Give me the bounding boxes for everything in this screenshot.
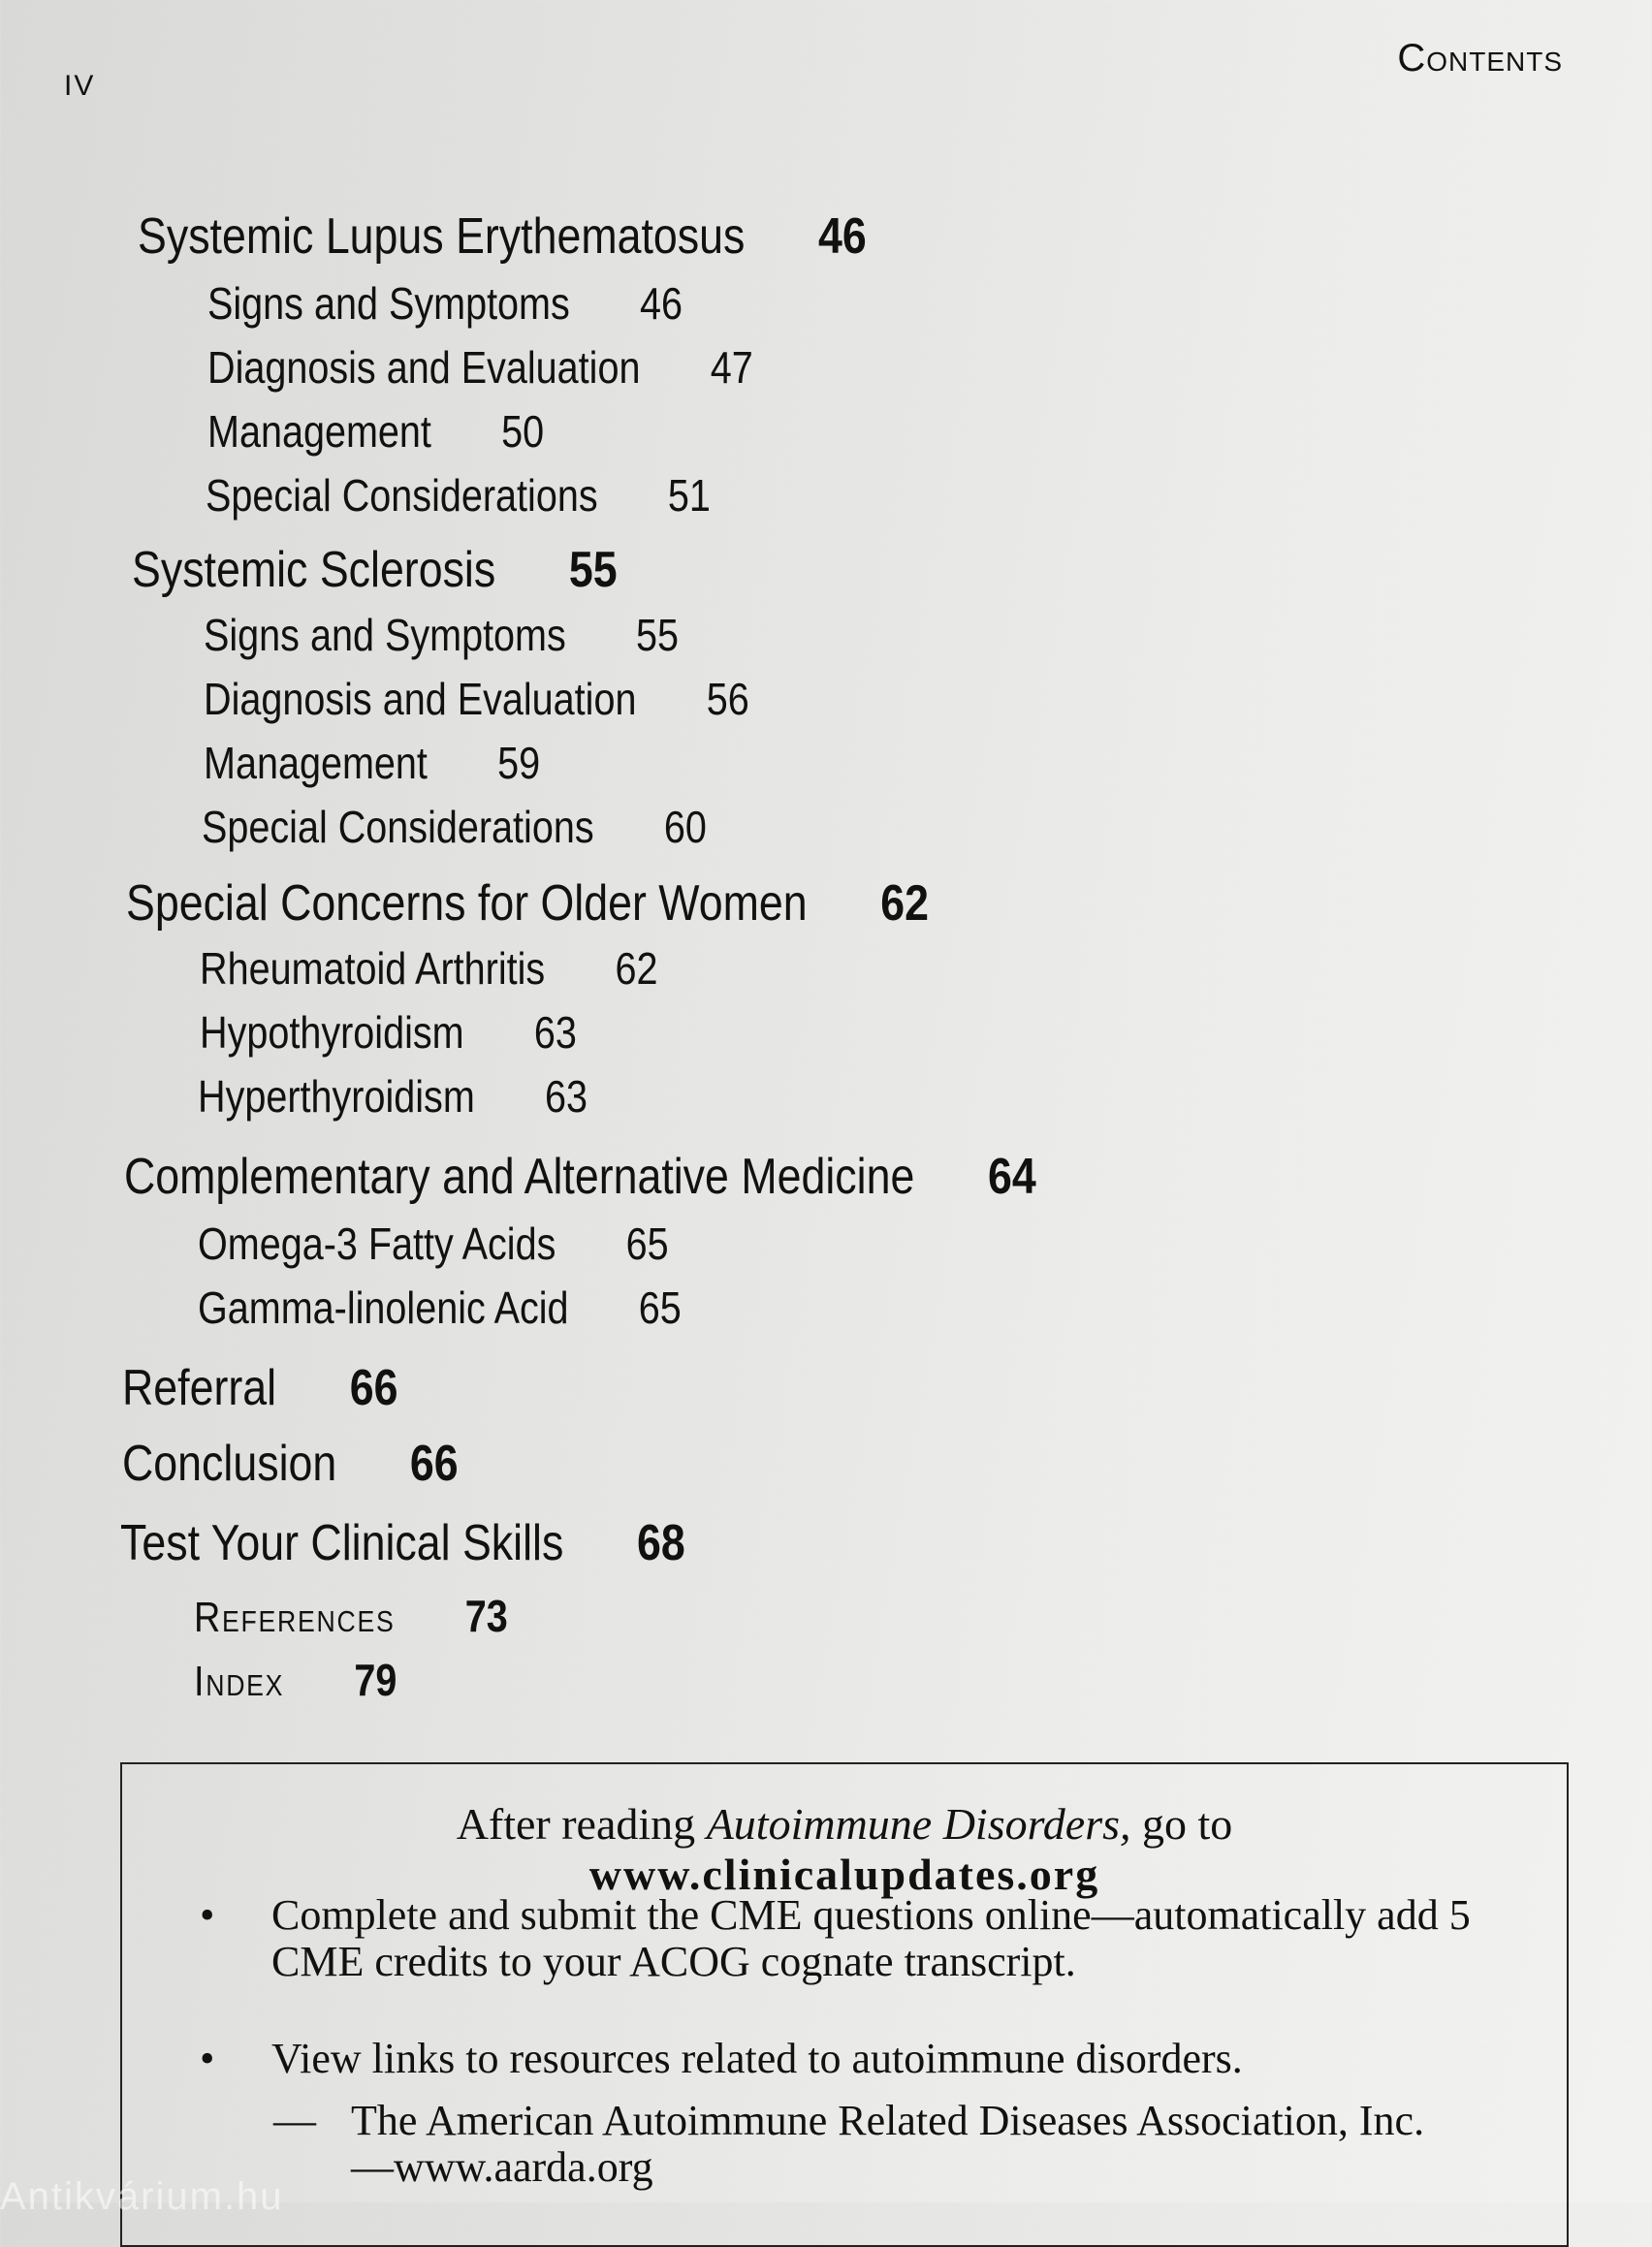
cme-intro-prefix: After reading — [456, 1799, 696, 1849]
toc-entry-title: Index — [194, 1658, 285, 1705]
toc-entry — [207, 277, 683, 330]
toc-entry-page: 66 — [409, 1436, 459, 1492]
toc-entry-title: Gamma-linolenic Acid — [198, 1282, 569, 1333]
toc-entry-page: 51 — [667, 470, 711, 521]
toc-entry — [204, 737, 540, 789]
toc-entry — [126, 874, 929, 933]
toc-entry-page: 46 — [640, 278, 683, 329]
dash-icon: — — [273, 2097, 316, 2144]
toc-entry-title: Hypothyroidism — [200, 1007, 464, 1058]
toc-entry — [194, 1590, 508, 1642]
cme-intro-suffix: go to — [1142, 1799, 1233, 1849]
toc-entry-title: Diagnosis and Evaluation — [207, 342, 641, 393]
toc-entry — [198, 1218, 669, 1270]
toc-entry — [198, 1070, 588, 1123]
toc-entry-page: 62 — [615, 943, 658, 994]
toc-entry — [138, 207, 867, 266]
toc-entry-title: Management — [204, 738, 428, 788]
toc-entry-title: Hyperthyroidism — [198, 1071, 475, 1122]
website-link[interactable]: www.clinicalupdates.org — [588, 1850, 1100, 1899]
toc-entry — [200, 1006, 577, 1059]
toc-entry-page: 60 — [663, 802, 707, 852]
page-number: IV — [64, 70, 96, 102]
toc-entry-page: 50 — [501, 406, 545, 457]
book-title: Autoimmune Disorders, — [706, 1799, 1131, 1849]
toc-entry-title: Omega-3 Fatty Acids — [198, 1218, 556, 1269]
toc-entry-page: 59 — [497, 738, 541, 788]
toc-entry-page: 66 — [349, 1360, 398, 1416]
bullet-icon: • — [200, 1891, 215, 1939]
toc-entry — [204, 609, 679, 661]
toc-entry-title: Signs and Symptoms — [204, 610, 566, 660]
toc-entry — [198, 1282, 682, 1334]
toc-entry-page: 62 — [880, 875, 930, 932]
toc-entry-page: 65 — [638, 1282, 682, 1333]
toc-entry — [206, 469, 711, 522]
toc-entry-page: 73 — [464, 1591, 508, 1641]
bullet-text: Complete and submit the CME questions online—automatically add 5 CME credits to your ACOG cognate transcript. — [271, 1891, 1471, 1985]
watermark: Antikvárium.hu — [0, 2175, 284, 2218]
bullet-text: View links to resources related to autoimmune disorders. — [271, 2035, 1243, 2082]
cme-callout-box — [120, 1762, 1569, 2247]
toc-entry-title: Systemic Lupus Erythematosus — [138, 208, 746, 265]
toc-entry — [194, 1654, 397, 1706]
toc-entry-title: Systemic Sclerosis — [132, 542, 496, 598]
list-item — [200, 2036, 1479, 2082]
toc-entry — [202, 801, 707, 853]
toc-entry-page: 65 — [625, 1218, 669, 1269]
toc-entry — [124, 1148, 1036, 1206]
toc-entry-title: Special Considerations — [206, 470, 598, 521]
toc-entry-page: 68 — [637, 1515, 685, 1571]
toc-entry-page: 47 — [710, 342, 753, 393]
sub-list-item — [273, 2098, 1437, 2191]
list-item — [200, 1892, 1479, 1985]
toc-entry — [207, 405, 544, 458]
toc-entry — [120, 1514, 685, 1572]
toc-entry-page: 56 — [706, 674, 749, 724]
toc-entry — [122, 1435, 459, 1493]
toc-entry-title: Diagnosis and Evaluation — [204, 674, 637, 724]
toc-entry-page: 63 — [533, 1007, 577, 1058]
sub-item-text: The American Autoimmune Related Diseases Association, Inc.—www.aarda.org — [351, 2097, 1425, 2191]
toc-entry — [207, 341, 753, 394]
toc-entry-page: 55 — [636, 610, 680, 660]
toc-entry — [200, 942, 657, 995]
toc-entry-title: Conclusion — [122, 1436, 337, 1492]
toc-entry-title: Referral — [122, 1360, 277, 1416]
toc-entry-page: 46 — [818, 208, 867, 265]
toc-entry-page: 79 — [354, 1655, 397, 1705]
toc-entry — [204, 673, 749, 725]
cme-intro — [122, 1799, 1567, 1900]
bullet-icon: • — [200, 2035, 215, 2082]
toc-entry — [122, 1359, 397, 1417]
toc-entry-title: Complementary and Alternative Medicine — [124, 1149, 915, 1205]
toc-entry-title: Signs and Symptoms — [207, 278, 570, 329]
toc-entry-page: 63 — [545, 1071, 588, 1122]
toc-entry-title: Management — [207, 406, 431, 457]
toc-entry-title: Special Considerations — [202, 802, 594, 852]
running-head: Contents — [1397, 37, 1563, 79]
toc-entry-page: 55 — [568, 542, 618, 598]
toc-entry-title: Special Concerns for Older Women — [126, 875, 808, 932]
toc-entry-title: Test Your Clinical Skills — [120, 1515, 564, 1571]
toc-entry-title: Rheumatoid Arthritis — [200, 943, 546, 994]
toc-entry — [132, 541, 618, 599]
toc-entry-page: 64 — [988, 1149, 1036, 1205]
toc-entry-title: References — [194, 1594, 396, 1641]
